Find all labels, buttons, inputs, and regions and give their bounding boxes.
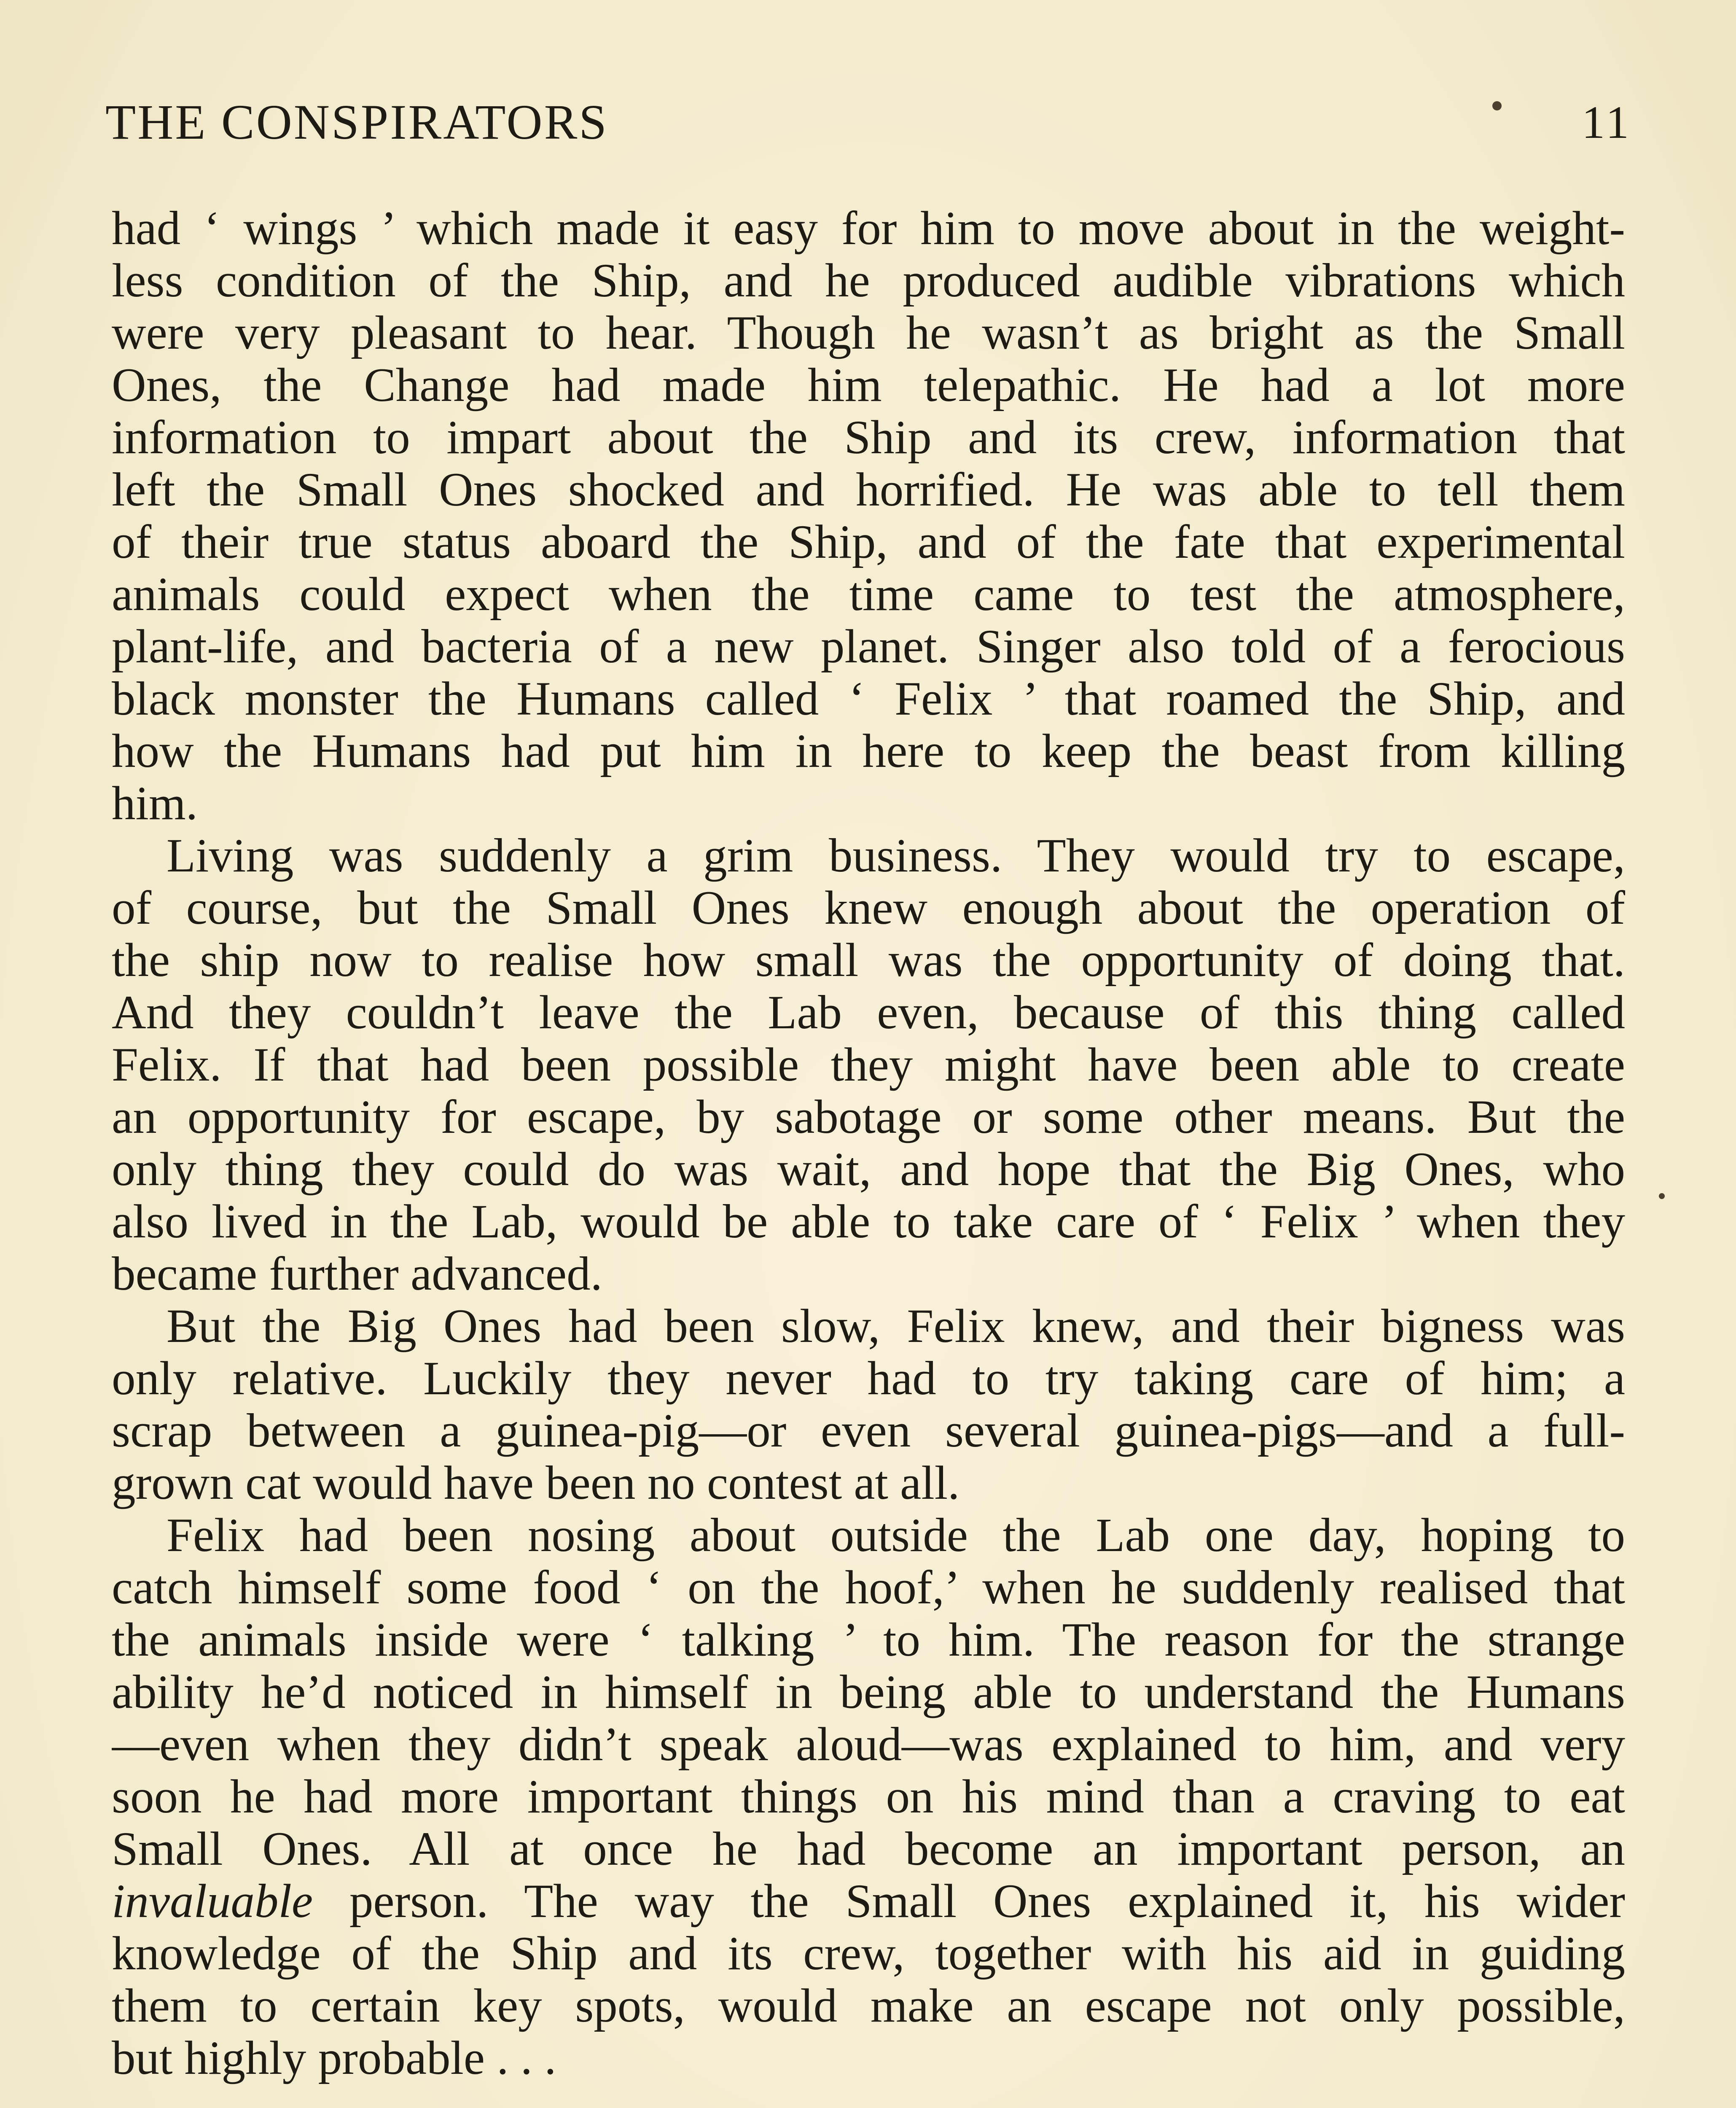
text-line: Ones, the Change had made him telepathic. He had a lot more: [112, 359, 1625, 411]
text-line: But the Big Ones had been slow, Felix knew, and their bigness was: [167, 1300, 1625, 1352]
print-speck: [1492, 101, 1502, 110]
text-line: also lived in the Lab, would be able to take care of ‘ Felix ’ when they: [112, 1196, 1625, 1248]
running-head: THE CONSPIRATORS: [105, 94, 608, 150]
text-line: him.: [112, 777, 198, 830]
text-line: catch himself some food ‘ on the hoof,’ when he suddenly realised that: [112, 1562, 1625, 1614]
text-line: Felix. If that had been possible they might have been able to create: [112, 1039, 1625, 1091]
text-line: left the Small Ones shocked and horrified. He was able to tell them: [112, 464, 1625, 516]
italic-word: invaluable: [112, 1875, 313, 1928]
text-line: black monster the Humans called ‘ Felix ’ that roamed the Ship, and: [112, 673, 1625, 725]
text-line: animals could expect when the time came to test the atmosphere,: [112, 568, 1625, 621]
text-line-rest: person. The way the Small Ones explained it, his wider: [349, 1875, 1625, 1928]
text-line: ability he’d noticed in himself in being able to understand the Humans: [112, 1666, 1625, 1718]
text-line: only relative. Luckily they never had to try taking care of him; a: [112, 1352, 1625, 1405]
text-line-with-italic: [112, 1875, 1625, 1928]
text-line: grown cat would have been no contest at all.: [112, 1457, 960, 1509]
text-line: information to impart about the Ship and its crew, information that: [112, 411, 1625, 464]
text-line: them to certain key spots, would make an escape not only possible,: [112, 1980, 1625, 2032]
text-line: Felix had been nosing about outside the Lab one day, hoping to: [167, 1509, 1625, 1562]
text-line: were very pleasant to hear. Though he wasn’t as bright as the Small: [112, 307, 1625, 359]
text-line: became further advanced.: [112, 1248, 602, 1300]
text-line: the animals inside were ‘ talking ’ to him. The reason for the strange: [112, 1614, 1625, 1666]
print-speck: [1659, 1193, 1665, 1199]
body-text: [112, 202, 1625, 2108]
text-line: plant-life, and bacteria of a new planet. Singer also told of a ferocious: [112, 621, 1625, 673]
text-line: of course, but the Small Ones knew enough about the operation of: [112, 882, 1625, 934]
text-line: but highly probable . . .: [112, 2032, 556, 2084]
text-line: scrap between a guinea-pig—or even several guinea-pigs—and a full-: [112, 1405, 1625, 1457]
page-number: 11: [1582, 97, 1631, 148]
text-line: less condition of the Ship, and he produced audible vibrations which: [112, 255, 1625, 307]
section-break: [112, 2084, 1625, 2108]
text-line: Small Ones. All at once he had become an important person, an: [112, 1823, 1625, 1875]
text-line: Living was suddenly a grim business. They would try to escape,: [167, 830, 1625, 882]
text-line: —even when they didn’t speak aloud—was explained to him, and very: [112, 1718, 1625, 1771]
text-line: of their true status aboard the Ship, and of the fate that experimental: [112, 516, 1625, 568]
text-line: had ‘ wings ’ which made it easy for him to move about in the weight-: [112, 202, 1625, 255]
text-line: knowledge of the Ship and its crew, together with his aid in guiding: [112, 1928, 1625, 1980]
text-line: an opportunity for escape, by sabotage or some other means. But the: [112, 1091, 1625, 1143]
text-line: And they couldn’t leave the Lab even, because of this thing called: [112, 987, 1625, 1039]
text-line: the ship now to realise how small was the opportunity of doing that.: [112, 934, 1625, 987]
text-line: how the Humans had put him in here to keep the beast from killing: [112, 725, 1625, 777]
text-line: only thing they could do was wait, and hope that the Big Ones, who: [112, 1143, 1625, 1196]
page-header: [105, 89, 1631, 156]
text-line: soon he had more important things on his mind than a craving to eat: [112, 1771, 1625, 1823]
